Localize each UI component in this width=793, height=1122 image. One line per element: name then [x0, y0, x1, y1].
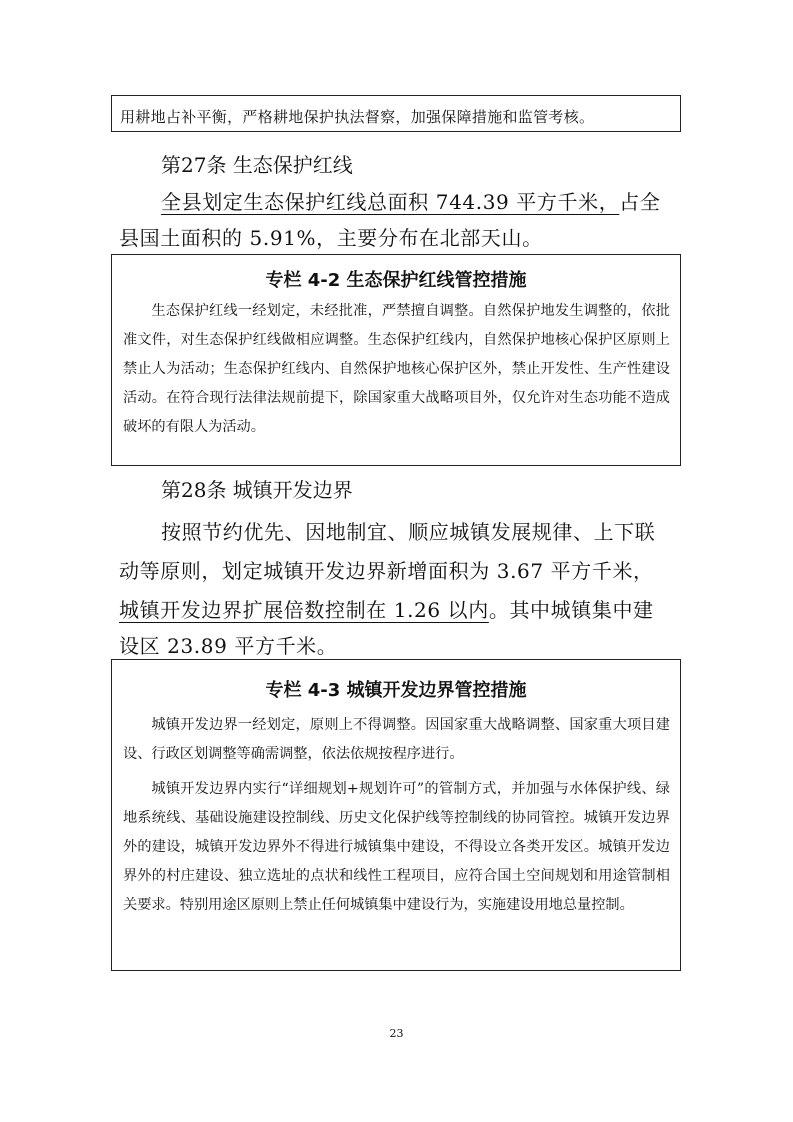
- article-28-underlined-text: 城镇开发边界扩展倍数控制在 1.26 以内: [119, 598, 489, 622]
- article-28-line-2: 动等原则，划定城镇开发边界新增面积为 3.67 平方千米，: [119, 559, 654, 583]
- column-4-3-title: 专栏 4-3 城镇开发边界管控措施: [265, 680, 527, 701]
- column-box-4-2: [111, 254, 681, 466]
- article-27-underlined-text: 全县划定生态保护红线总面积 744.39 平方千米，: [161, 190, 620, 214]
- page-number: 23: [389, 1027, 404, 1040]
- column-4-3-paragraph-1: 城镇开发边界一经划定，原则上不得调整。因国家重大战略调整、国家重大项目建设、行政区划调整等确需调整，依法依规按程序进行。: [123, 717, 670, 762]
- article-27-heading: 第27条 生态保护红线: [161, 153, 353, 177]
- article-27-line-1-rest: 占全: [619, 190, 661, 214]
- continuation-box: [111, 95, 681, 132]
- column-4-2-title: 专栏 4-2 生态保护红线管控措施: [265, 270, 527, 291]
- article-28-line-3: [119, 594, 654, 623]
- article-28-line-3-rest: 。其中城镇集中建: [488, 598, 654, 622]
- column-box-4-3: [111, 659, 681, 971]
- article-27-paragraph-line-2: 县国土面积的 5.91%，主要分布在北部天山。: [119, 226, 543, 250]
- column-4-3-paragraph-2: 城镇开发边界内实行“详细规划+规划许可”的管制方式，并加强与水体保护线、绿地系统线、基础设施建设控制线、历史文化保护线等控制线的协同管控。城镇开发边界外的建设，城镇开发边界外不得进行城镇集中建设，不得设立各类开发区。城镇开发边界外的村庄建设、独立选址的点状和线性工程项目，应符合国土空间规划和用途管制相关要求。特别用途区原则上禁止任何城镇集中建设行为，实施建设用地总量控制。: [123, 781, 670, 913]
- article-28-heading: 第28条 城镇开发边界: [161, 478, 353, 502]
- continuation-text: 用耕地占补平衡，严格耕地保护执法督察，加强保障措施和监管考核。: [120, 108, 595, 126]
- article-28-line-4: 设区 23.89 平方千米。: [119, 634, 338, 658]
- column-4-2-body: 生态保护红线一经划定，未经批准，严禁擅自调整。自然保护地发生调整的，依批准文件，对生态保护红线做相应调整。生态保护红线内，自然保护地核心保护区原则上禁止人为活动；生态保护红线内、自然保护地核心保护区外，禁止开发性、生产性建设活动。在符合现行法律法规前提下，除国家重大战略项目外，仅允许对生态功能不造成破坏的有限人为活动。: [123, 303, 670, 435]
- article-28-line-1: 按照节约优先、因地制宜、顺应城镇发展规律、上下联: [161, 520, 656, 544]
- article-27-paragraph-line-1: [161, 186, 661, 215]
